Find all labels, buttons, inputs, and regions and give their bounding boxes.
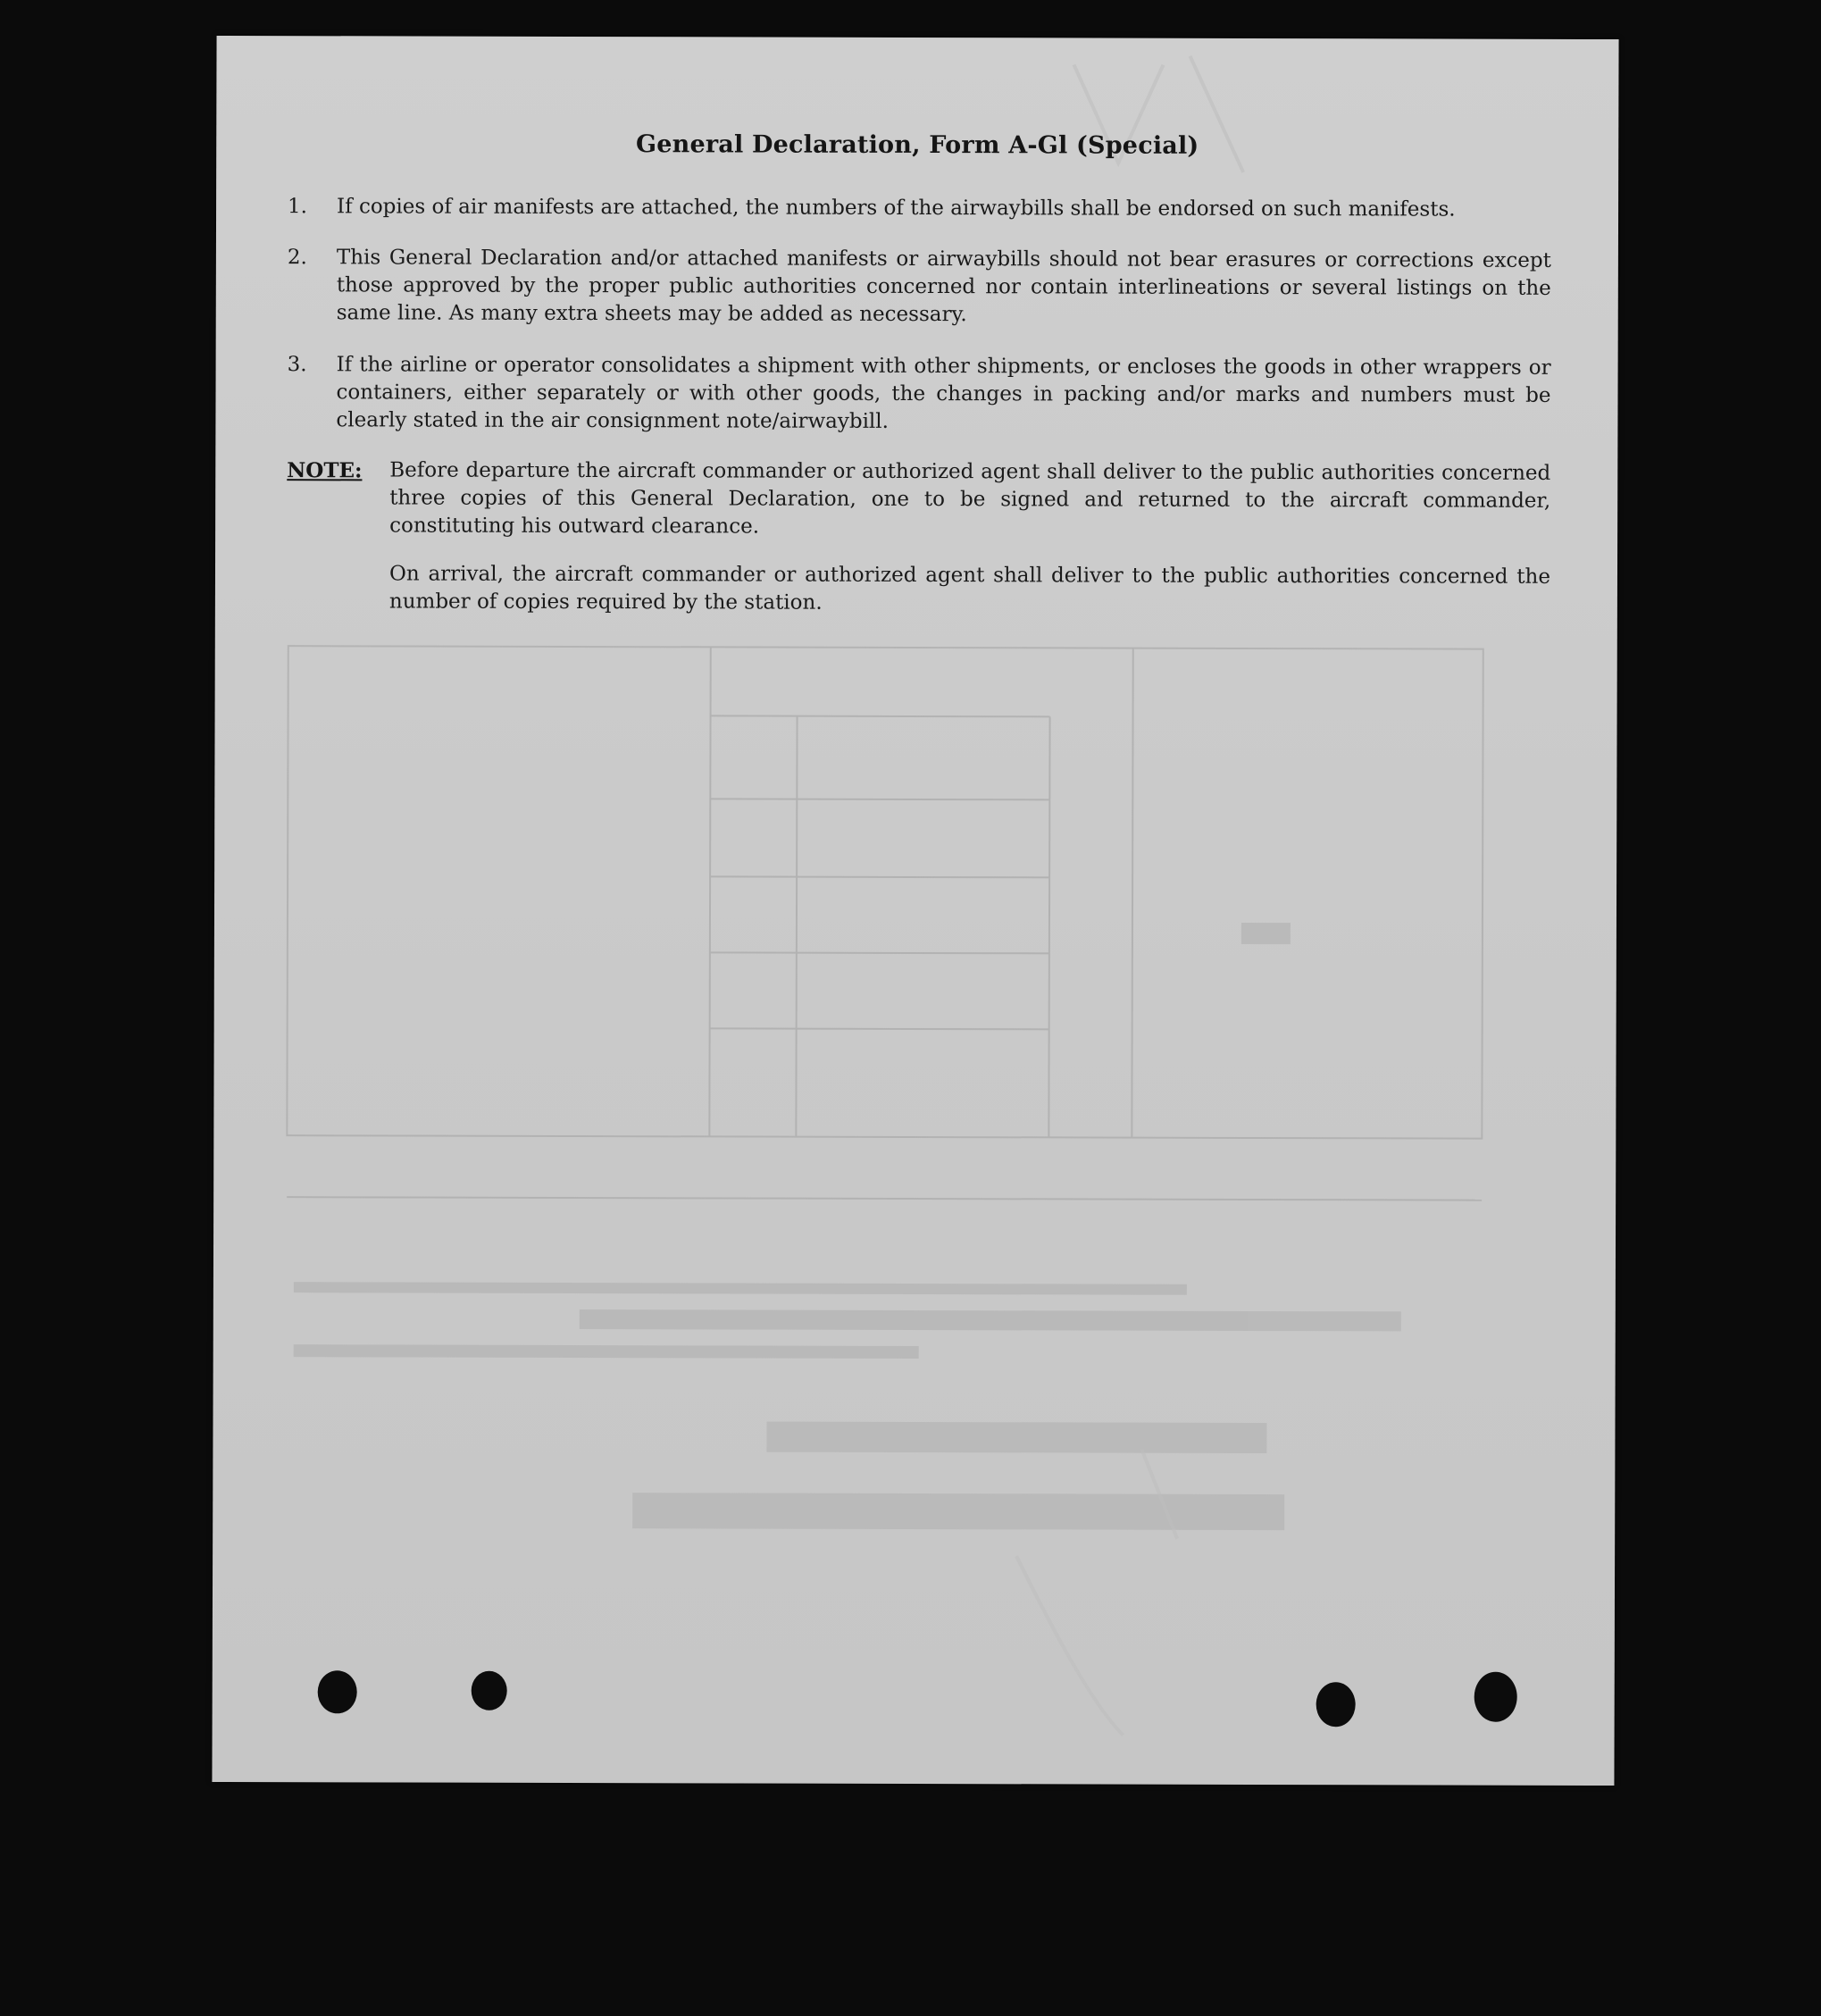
item-number: 2. bbox=[287, 246, 307, 270]
instruction-item-3 bbox=[287, 351, 1550, 438]
punch-hole-mark bbox=[1316, 1682, 1356, 1727]
note-paragraph-1: Before departure the aircraft commander or authorized agent shall deliver to the public authorities concerned three copies of this General Declaration, one to be signed and returned to the aircraft commander, constituting his outward clearance. bbox=[389, 458, 1551, 539]
item-number: 3. bbox=[287, 353, 307, 377]
instruction-item-1 bbox=[288, 193, 1551, 224]
note-label: NOTE: bbox=[287, 458, 363, 483]
instruction-item-2 bbox=[288, 244, 1551, 330]
punch-hole-mark bbox=[1474, 1672, 1517, 1722]
punch-hole-mark bbox=[472, 1671, 507, 1711]
form-title: General Declaration, Form A-Gl (Special) bbox=[635, 130, 1199, 160]
document-page bbox=[212, 36, 1618, 1786]
item-text: This General Declaration and/or attached manifests or airwaybills should not bear erasures or corrections except those approved by the proper public authorities concerned nor contain interlineations or several listings on the same line. As many extra sheets may be added as necessary. bbox=[336, 246, 1551, 327]
note-paragraph-2: On arrival, the aircraft commander or authorized agent shall deliver to the public authorities concerned the number of copies required by the station. bbox=[388, 562, 1551, 615]
item-text: If copies of air manifests are attached, the numbers of the airwaybills shall be endorsed on such manifests. bbox=[337, 195, 1456, 222]
item-text: If the airline or operator consolidates a shipment with other shipments, or encloses the goods in other wrappers or containers, either separately or with other goods, the changes in packing and/or marks and numbers must be clearly stated in the air consignment note/airwaybill. bbox=[336, 353, 1551, 433]
item-number: 1. bbox=[288, 195, 308, 219]
punch-hole-mark bbox=[318, 1670, 357, 1713]
